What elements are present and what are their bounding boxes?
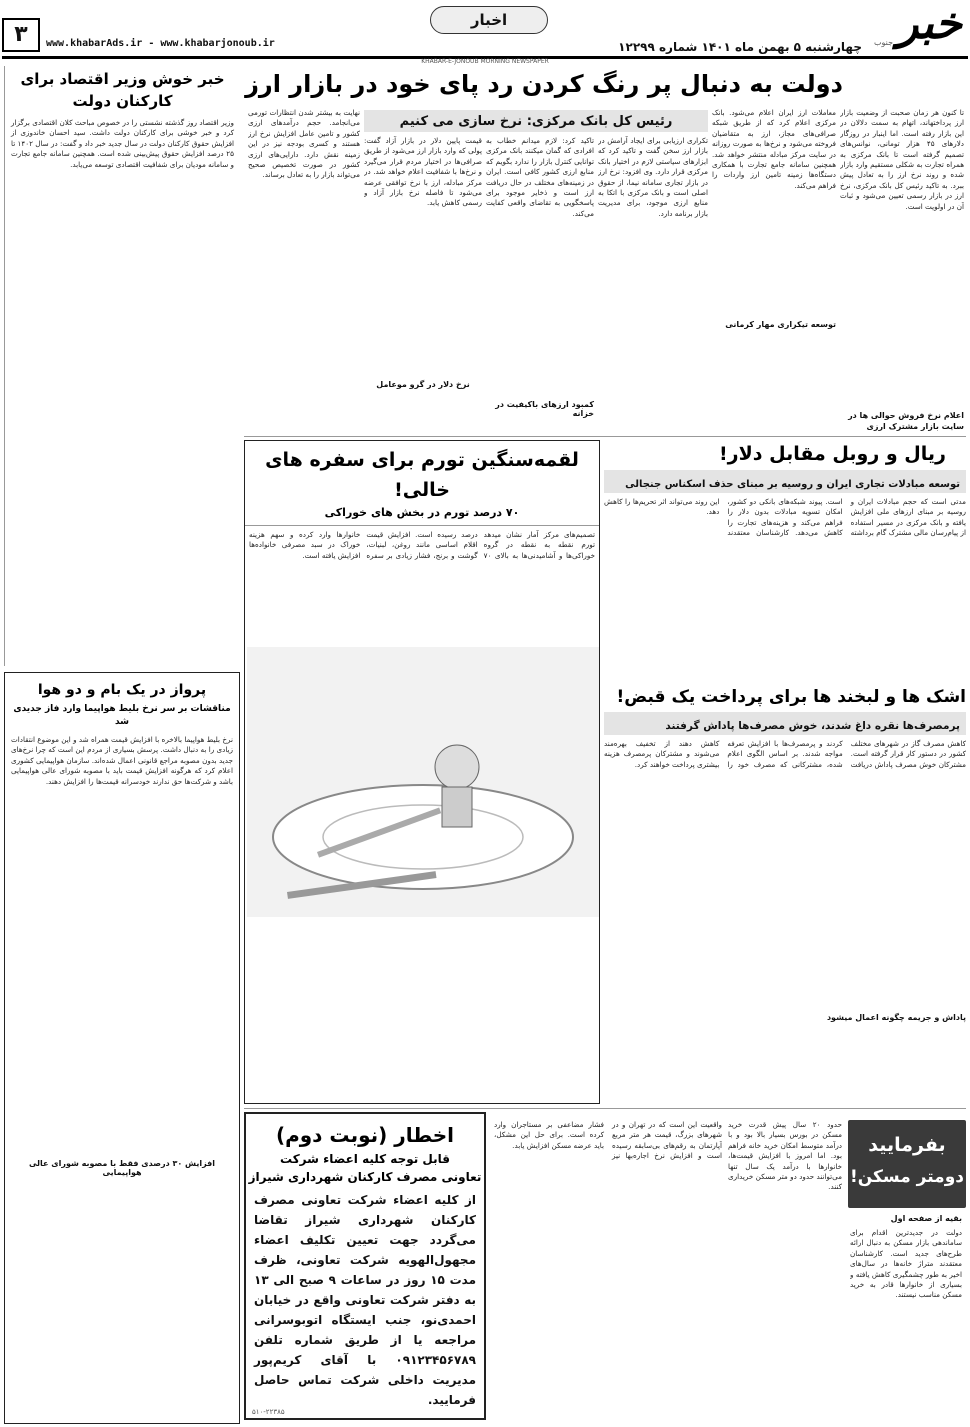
logo-sub: جنوب (874, 38, 894, 47)
minister-story (4, 66, 240, 666)
main-subhead-bar (364, 110, 708, 132)
inflation-story (244, 440, 600, 1104)
ticket-subhead: مناقشات بر سر نرخ بلیط هواپیما وارد فاز جدیدی شد (13, 704, 231, 727)
tears-subhead: پرمصرف‌ها نقره داغ شدند، خوش مصرف‌ها پاداش گرفتند (665, 720, 960, 732)
illustration (247, 647, 599, 917)
main-body-col-3: تکراری ارزیابی برای ایجاد آرامش در بازار ارز سخن گفت و تاکید کرد که ابزارهای سیاستی لازم در اختیار بانک مرکزی قرار دارد. وی افزود: نرخ ارز در بازار تجاری سامانه نیما، از حقوق اصلی است و بانک مرکزی با اتکا به منابع ارزی موجود، برای مدیریت بازار برنامه دارد. (598, 136, 708, 218)
inflation-subhead: ۷۰ درصد تورم در بخش های خوراکی (245, 505, 599, 526)
paper-english: KHABAR-E-JONOUB MORNING NEWSPAPER (421, 58, 549, 65)
housing-title-line-2: دومتر مسکن! (849, 1167, 964, 1187)
notice-subtitle-1: قابل توجه کلیه اعضاء شرکت (279, 1152, 451, 1166)
child-figure-icon (435, 745, 479, 789)
notice-box (244, 1112, 486, 1420)
housing-title-box (848, 1120, 966, 1208)
inflation-headline: لقمه‌سنگین تورم برای سفره های خالی! (265, 449, 579, 501)
main-subhead-rial: اعلام نرخ فروش حوالی ها در سایت بازار مشترک ارزی (848, 411, 964, 431)
main-subhead: رئیس کل بانک مرکزی: نرخ سازی می کنیم (399, 114, 673, 129)
main-headline: دولت به دنبال پر رنگ کردن رد پای خود در بازار ارز (245, 70, 843, 98)
websites[interactable]: www.khabarAds.ir - www.khabarjonoub.ir (46, 38, 275, 49)
minister-headline: خبر خوش وزیر اقتصاد برای کارکنان دولت (20, 70, 225, 110)
main-body-col-1: تا کنون هر زمان صحبت از وضعیت بازار ارز پرداختهاند، اتهام به سمت دلالان در این بازار رفته است. اما اینبار در روزگار دلارهای ۴۵ هزار تومانی، نوانس‌های تصمیم گرفته است تا بانک مرکزی به همراه تجارت به شکلی مستقیم وارد بازار شده و روند نرخ ارز را به تعادل پیش ببرد. به تاکید رئیس کل بانک مرکزی، نرخ ارز در بازار رسمی تعیین می‌شود و ثبات آن در اولویت است. (840, 108, 964, 211)
rial-subhead-bar (604, 470, 966, 493)
rial-story (604, 440, 966, 680)
tears-headline: اشک ها و لبخند ها برای پرداخت یک قبض! (616, 687, 966, 707)
ticket-subsection: افزایش ۳۰ درصدی فقط با مصوبه شورای عالی هواپیمایی (28, 1159, 216, 1177)
tears-body: کاهش مصرف گاز در شهرهای مختلف کشور در دستور کار قرار گرفته است. مشترکان خوش مصرف پاداش دریافت کردند و پرمصرف‌ها با افزایش تعرفه مواجه شدند. بر اساس الگوی اعلام شده، مشترکانی که مصرف خود را کاهش دهند از تخفیف بهره‌مند می‌شوند و مشترکان پرمصرف هزینه بیشتری پرداخت خواهند کرد. (604, 739, 966, 769)
notice-title: اخطار (نوبت دوم) (275, 1123, 455, 1147)
main-subhead-stop: توسعه تیکراری مهار کرمانی (725, 320, 836, 329)
ticket-body: نرخ بلیط هواپیما بالاخره با افزایش قیمت همراه شد و این موضوع انتقادات زیادی را به دنبال داشت. پرسش بسیاری از مردم این است که چرا نرخ‌های جدید بدون مصوبه مراجع قانونی اعمال شده‌اند. سازمان هواپیمایی کشوری اعلام کرد که هرگونه افزایش قیمت باید با مصوبه شورای عالی هواپیمایی باشد و شرکت‌ها حق ندارند خودسرانه قیمت‌ها را افزایش دهند. (11, 735, 233, 786)
main-body-col-2: معاملات ارز ایران اعلام می‌شود. بانک مرکزی اعلام کرد که از طریق شبکه صرافی‌های مجاز، ارز به متقاضیان فروخته می‌شود و نرخ‌ها به صورت روزانه در سایت مرکز مبادله منتشر خواهد شد. همچنین سامانه جامع تجارت با همکاری دستگاه‌ها زمینه تامین ارز واردات را فراهم می‌کند. (712, 108, 836, 190)
tears-subsection: پاداش و جریمه چگونه اعمال میشود (826, 1013, 966, 1022)
main-body-col-6: نهایت به بیشتر شدن انتظارات تورمی می‌انجامد. حجم درآمدهای ارزی کشور و تامین عامل افزایش نرخ ارز هستند و کسری بودجه نیز در این زمینه نقش دارد. دارایی‌های ارزی کشور در صورت تخصیص صحیح می‌تواند بازار را به تعادل برساند. (248, 108, 360, 180)
housing-title-line-1: بفرمایید (868, 1134, 946, 1156)
housing-body-1: دولت در جدیدترین اقدام برای ساماندهی بازار مسکن به دنبال ارائه طرح‌های جدید است. کارشناسان معتقدند متراژ خانه‌ها در سال‌های اخیر به طور چشمگیری کاهش یافته و بسیاری از خانوارها قادر به خرید مسکن مناسب نیستند. (850, 1228, 962, 1300)
main-body-col-4: تاکید کرد: لازم میدانم خطاب به افرادی که گمان میکنند بانک مرکزی توانایی کنترل بازار را ندارد بگویم که منابع ارزی کشور کافی است. ایران در زمینه‌های مختلف در حال دریافت ارز است و ذخایر موجود برای پاسخگویی به تقاضای واقعی کفایت می‌کند. (486, 136, 594, 218)
section-tab (430, 6, 548, 34)
main-subhead-bank: نرخ دلار در گرو موعامل (376, 380, 470, 389)
notice-subtitle-2: تعاونی مصرف کارکنان شهرداری شیراز (248, 1170, 482, 1184)
rial-body: مدتی است که حجم مبادلات ایران و روسیه بر مبنای ارزهای ملی افزایش یافته و بانک مرکزی در مسیر استفاده از پیام‌رسان مالی مشترک گام برداشته است. پیوند شبکه‌های بانکی دو کشور، امکان تسویه مبادلات بدون دلار را فراهم می‌کند و هزینه‌های تجارت را کاهش می‌دهد. کارشناسان معتقدند این روند می‌تواند اثر تحریم‌ها را کاهش دهد. (604, 497, 966, 538)
tears-subhead-bar (604, 712, 966, 735)
housing-sub: بقیه از صفحه اول (890, 1214, 962, 1223)
main-subhead-market: کمبود ارزهای باکیفیت در خزانه (495, 400, 594, 418)
rial-subhead: توسعه مبادلات تجاری ایران و روسیه بر مبنای حذف اسکناس جنجالی (625, 479, 960, 490)
ticket-story (4, 672, 240, 1424)
newspaper-logo (870, 0, 962, 56)
ticket-headline: پرواز در یک بام و دو هوا (37, 682, 207, 698)
masthead (0, 0, 970, 65)
housing-story (490, 1112, 966, 1424)
housing-body-3: واقعیت این است که در تهران و در شهرهای بزرگ، قیمت هر متر مربع آپارتمان به رقم‌های بی‌سابقه رسیده است و افزایش نرخ اجاره‌بها نیز فشار مضاعفی بر مستاجران وارد کرده است. برای حل این مشکل، باید عرضه مسکن افزایش یابد. (494, 1120, 722, 1161)
logo-text: خبر (897, 0, 962, 49)
notice-code: ۵۱۰-۲۲۳۸۵ (252, 1408, 285, 1416)
section-title: اخبار (470, 11, 508, 29)
page-number-box (2, 18, 40, 52)
tears-story (604, 684, 966, 1104)
rule-main-bottom (244, 436, 966, 437)
rule-bottom-split (244, 1108, 966, 1109)
notice-body: از کلیه اعضاء شرکت تعاونی مصرف کارکنان شهرداری شیراز تقاضا می‌گردد جهت تعیین تکلیف اعضاء مجهول‌الهویه شرکت تعاونی، ظرف مدت ۱۵ روز در ساعات ۹ صبح الی ۱۳ به دفتر شرکت تعاونی واقع در خیابان احمدی‌نو، جنب ایستگاه اتوبوسرانی مراجعه یا از طریق شماره تلفن ۰۹۱۲۳۴۵۶۷۸۹ با آقای کریم‌پور مدیریت داخلی شرکت تماس حاصل فرمایید. (254, 1193, 476, 1407)
empty-plate-illustration (247, 647, 599, 917)
main-body-col-5: قیمت پایین دلار در بازار آزاد گفت: پولی که وارد بازار ارز می‌شود از طریق صرافی‌ها در اختیار مردم قرار می‌گیرد و نرخ‌ها با شفافیت اعلام خواهد شد. در مرکز مبادله، ارز با نرخ توافقی عرضه می‌شود تا فاصله نرخ بازار آزاد و رسمی کاهش یابد. (364, 136, 482, 208)
housing-body-2: حدود ۲۰ سال پیش قدرت خرید مسکن در بورس بسیار بالا بود و با درآمد متوسط امکان خرید خانه فراهم بود. اما امروز با افزایش قیمت‌ها، خانوارها با درآمد یک سال تنها می‌توانند حدود دو متر مسکن خریداری کنند. (728, 1120, 842, 1192)
inflation-body: تصمیم‌های مرکز آمار نشان میدهد تورم نقطه به نقطه در گروه خوراکی‌ها و آشامیدنی‌ها به بالای ۷۰ درصد رسیده است. افزایش قیمت اقلام اساسی مانند روغن، لبنیات، گوشت و برنج، فشار زیادی بر سفره خانوارها وارد کرده و سهم هزینه خوراک در سبد مصرفی خانواده‌ها افزایش یافته است. (249, 530, 595, 560)
minister-body: وزیر اقتصاد روز گذشته نشستی را در خصوص مباحث کلان اقتصادی برگزار کرد و خبر خوشی برای کارکنان دولت داشت. سید احسان خاندوزی از افزایش حقوق کارکنان دولت در سال جدید خبر داد و گفت: در سال ۱۴۰۲ تا ۲۵ درصد افزایش حقوق پیش‌بینی شده است. همچنین سامانه جامع تجارت و سامانه مودیان برای شفافیت اقتصادی توسعه می‌یابد. (11, 118, 235, 169)
rial-headline: ریال و روبل مقابل دلار! (719, 443, 946, 465)
date-line: چهارشنبه ۵ بهمن ماه ۱۴۰۱ شماره ۱۲۲۹۹ (618, 40, 862, 54)
page-number: ۳ (14, 22, 28, 47)
